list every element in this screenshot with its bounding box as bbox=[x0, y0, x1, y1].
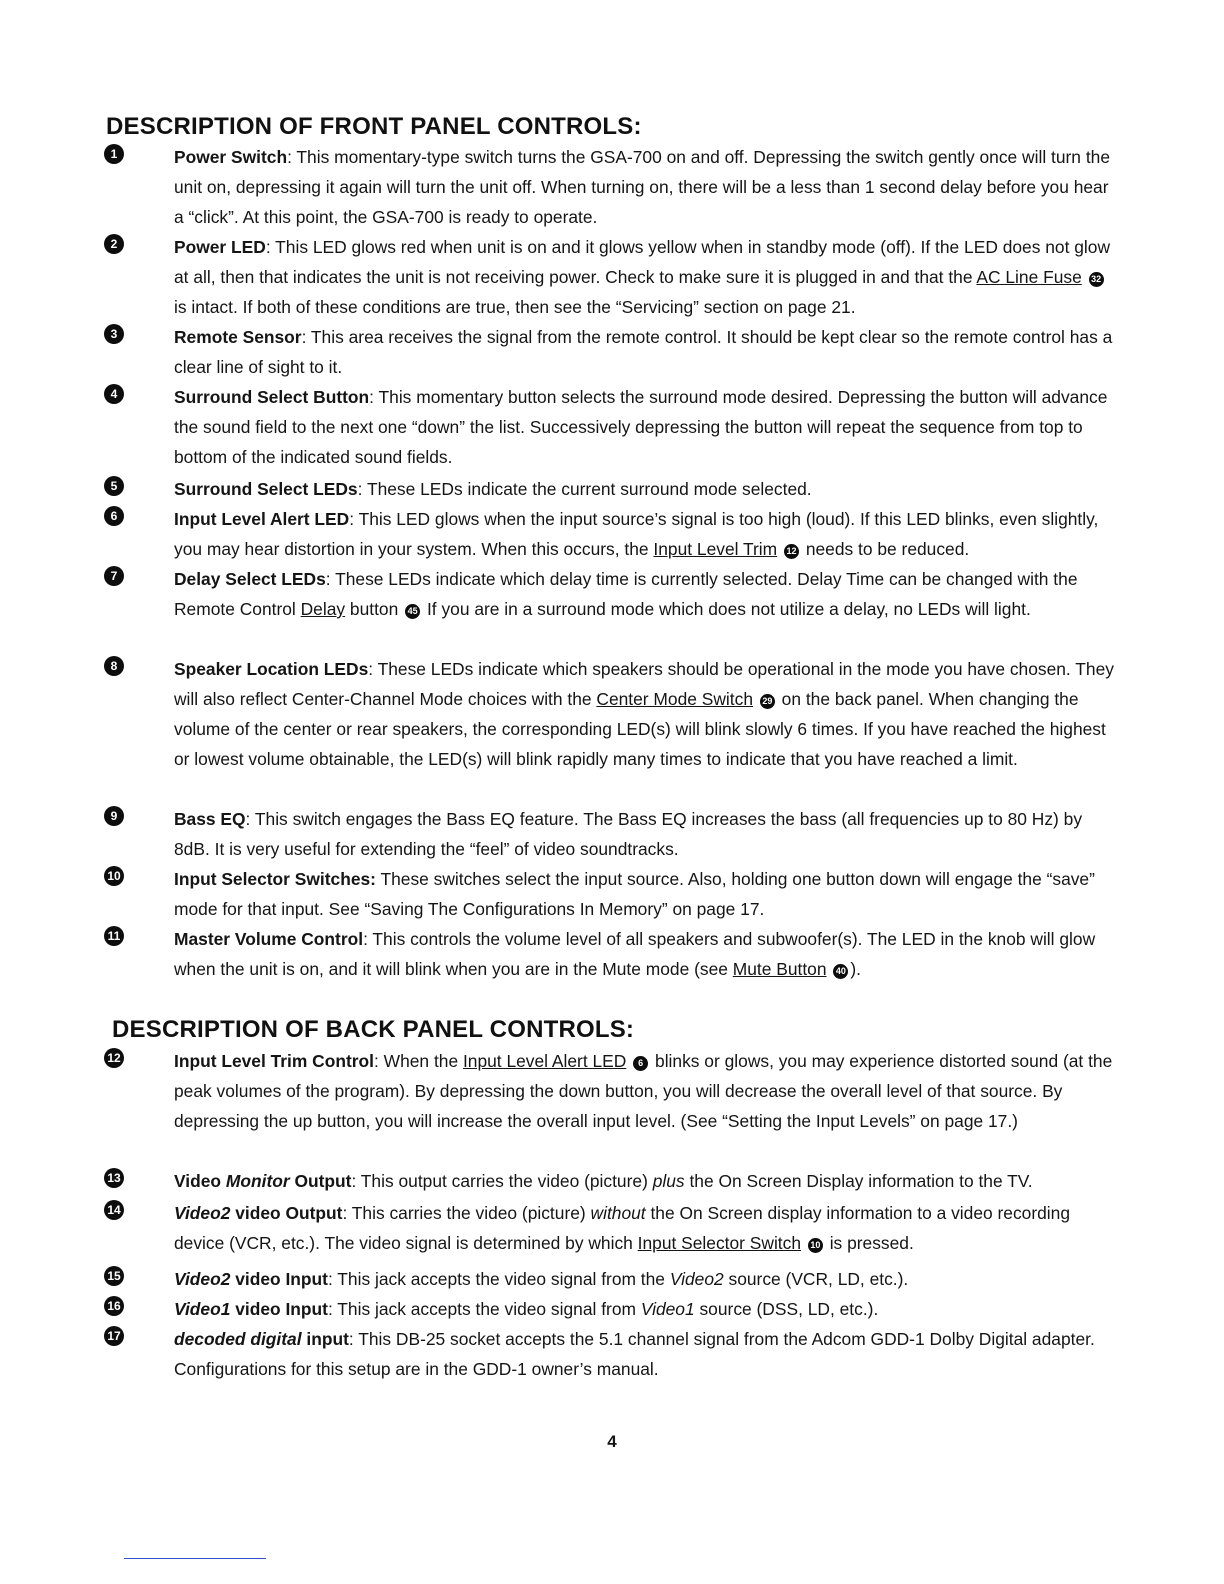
item-label: Master Volume Control bbox=[174, 929, 364, 949]
number-4-icon: 4 bbox=[104, 384, 124, 404]
front-item-10: 10 Input Selector Switches: These switches select the input source. Also, holding one button down will engage the “save” mode for that input. See “Saving The Configurations In Memory” on page 17. bbox=[104, 864, 1118, 924]
item-label: Video Monitor Output bbox=[174, 1171, 352, 1191]
ref-29-icon: 29 bbox=[760, 694, 775, 709]
number-2-icon: 2 bbox=[104, 234, 124, 254]
number-5-icon: 5 bbox=[104, 476, 124, 496]
front-item-5: 5 Surround Select LEDs: These LEDs indicate the current surround mode selected. bbox=[104, 474, 1118, 504]
back-item-17: 17 decoded digital input: This DB-25 socket accepts the 5.1 channel signal from the Adcom GDD-1 Dolby Digital adapter. Configurations for this setup are in the GDD-1 owner’s manual. bbox=[104, 1324, 1118, 1384]
back-item-15: 15 Video2 video Input: This jack accepts the video signal from the Video2 source (VCR, LD, etc.). bbox=[104, 1264, 1118, 1294]
number-7-icon: 7 bbox=[104, 566, 124, 586]
back-item-12: 12 Input Level Trim Control: When the Input Level Alert LED 6 blinks or glows, you may experience distorted sound (at the peak volumes of the program). By depressing the down button, you will decrease the overall level of that source. By depressing the up button, you will increase the overall input level. (See “Setting the Input Levels” on page 17.) bbox=[104, 1046, 1118, 1136]
footer-rule bbox=[124, 1558, 266, 1559]
item-label: Surround Select LEDs bbox=[174, 479, 358, 499]
ref-45-icon: 45 bbox=[405, 604, 420, 619]
number-11-icon: 11 bbox=[104, 926, 124, 946]
number-12-icon: 12 bbox=[104, 1048, 124, 1068]
ref-12-icon: 12 bbox=[784, 544, 799, 559]
number-15-icon: 15 bbox=[104, 1266, 124, 1286]
front-item-2: 2 Power LED: This LED glows red when unit is on and it glows yellow when in standby mode (off). If the LED does not glow at all, then that indicates the unit is not receiving power. Check to make sure it is plugged in and that the AC Line Fuse 32 is intact. If both of these conditions are true, then see the “Servicing” section on page 21. bbox=[104, 232, 1118, 322]
input-level-trim-ref[interactable]: Input Level Trim bbox=[653, 539, 778, 559]
ref-32-icon: 32 bbox=[1089, 272, 1104, 287]
item-label: Power Switch bbox=[174, 147, 288, 167]
number-14-icon: 14 bbox=[104, 1200, 124, 1220]
front-item-11: 11 Master Volume Control: This controls the volume level of all speakers and subwoofer(s). The LED in the knob will glow when the unit is on, and it will blink when you are in the Mute mode (see Mute Button 40 ). bbox=[104, 924, 1118, 984]
number-3-icon: 3 bbox=[104, 324, 124, 344]
front-item-1: 1 Power Switch: This momentary-type switch turns the GSA-700 on and off. Depressing the switch gently once will turn the unit on, depressing it again will turn the unit off. When turning on, there will be a less than 1 second delay before you hear a “click”. At this point, the GSA-700 is ready to operate. bbox=[104, 142, 1118, 232]
front-item-3: 3 Remote Sensor: This area receives the signal from the remote control. It should be kept clear so the remote control has a clear line of sight to it. bbox=[104, 322, 1118, 382]
number-10-icon: 10 bbox=[104, 866, 124, 886]
item-label: Remote Sensor bbox=[174, 327, 302, 347]
item-label: Video1 video Input bbox=[174, 1299, 328, 1319]
input-level-alert-led-ref[interactable]: Input Level Alert LED bbox=[462, 1051, 627, 1071]
mute-button-ref[interactable]: Mute Button bbox=[732, 959, 827, 979]
front-item-8: 8 Speaker Location LEDs: These LEDs indicate which speakers should be operational in the mode you have chosen. They will also reflect Center-Channel Mode choices with the Center Mode Switch 29 on the back panel. When changing the volume of the center or rear speakers, the corresponding LED(s) will blink slowly 6 times. If you have reached the highest or lowest volume obtainable, the LED(s) will blink rapidly many times to indicate that you have reached a limit. bbox=[104, 654, 1118, 774]
back-item-13: 13 Video Monitor Output: This output carries the video (picture) plus the On Screen Display information to the TV. bbox=[104, 1166, 1118, 1196]
item-label: Speaker Location LEDs bbox=[174, 659, 369, 679]
item-label: Bass EQ bbox=[174, 809, 246, 829]
ref-40-icon: 40 bbox=[833, 964, 848, 979]
number-17-icon: 17 bbox=[104, 1326, 124, 1346]
number-16-icon: 16 bbox=[104, 1296, 124, 1316]
item-label: Input Level Alert LED bbox=[174, 509, 350, 529]
item-label: Surround Select Button bbox=[174, 387, 370, 407]
front-item-4: 4 Surround Select Button: This momentary button selects the surround mode desired. Depressing the button will advance the sound field to the next one “down” the list. Successively depressing the button will repeat the sequence from top to bottom of the indicated sound fields. bbox=[104, 382, 1118, 472]
page-number: 4 bbox=[607, 1432, 617, 1451]
front-item-6: 6 Input Level Alert LED: This LED glows when the input source’s signal is too high (loud). If this LED blinks, even slightly, you may hear distortion in your system. When this occurs, the Input Level Trim 12 needs to be reduced. bbox=[104, 504, 1118, 564]
number-1-icon: 1 bbox=[104, 144, 124, 164]
delay-ref[interactable]: Delay bbox=[300, 599, 346, 619]
ref-6-icon: 6 bbox=[633, 1056, 648, 1071]
item-label: Delay Select LEDs bbox=[174, 569, 326, 589]
back-item-14: 14 Video2 video Output: This carries the video (picture) without the On Screen display information to a video recording device (VCR, etc.). The video signal is determined by which Input Selector Switch 10 is pressed. bbox=[104, 1198, 1118, 1258]
number-6-icon: 6 bbox=[104, 506, 124, 526]
item-label: Video2 video Input bbox=[174, 1269, 328, 1289]
back-panel-heading: DESCRIPTION OF BACK PANEL CONTROLS: bbox=[112, 1016, 635, 1043]
item-label: decoded digital input bbox=[174, 1329, 349, 1349]
item-label: Power LED bbox=[174, 237, 266, 257]
number-8-icon: 8 bbox=[104, 656, 124, 676]
front-panel-heading: DESCRIPTION OF FRONT PANEL CONTROLS: bbox=[106, 113, 642, 140]
ac-line-fuse-ref[interactable]: AC Line Fuse bbox=[976, 267, 1082, 287]
front-item-9: 9 Bass EQ: This switch engages the Bass EQ feature. The Bass EQ increases the bass (all frequencies up to 80 Hz) by 8dB. It is very useful for extending the “feel” of video soundtracks. bbox=[104, 804, 1118, 864]
back-item-16: 16 Video1 video Input: This jack accepts the video signal from Video1 source (DSS, LD, etc.). bbox=[104, 1294, 1118, 1324]
front-item-7: 7 Delay Select LEDs: These LEDs indicate which delay time is currently selected. Delay Time can be changed with the Remote Control Delay button 45 If you are in a surround mode which does not utilize a delay, no LEDs will light. bbox=[104, 564, 1118, 624]
input-selector-switch-ref[interactable]: Input Selector Switch bbox=[637, 1233, 802, 1253]
number-13-icon: 13 bbox=[104, 1168, 124, 1188]
center-mode-switch-ref[interactable]: Center Mode Switch bbox=[596, 689, 753, 709]
item-label: Input Level Trim Control bbox=[174, 1051, 375, 1071]
item-label: Input Selector Switches: bbox=[174, 869, 376, 889]
ref-10-icon: 10 bbox=[808, 1238, 823, 1253]
item-label: Video2 video Output bbox=[174, 1203, 343, 1223]
number-9-icon: 9 bbox=[104, 806, 124, 826]
